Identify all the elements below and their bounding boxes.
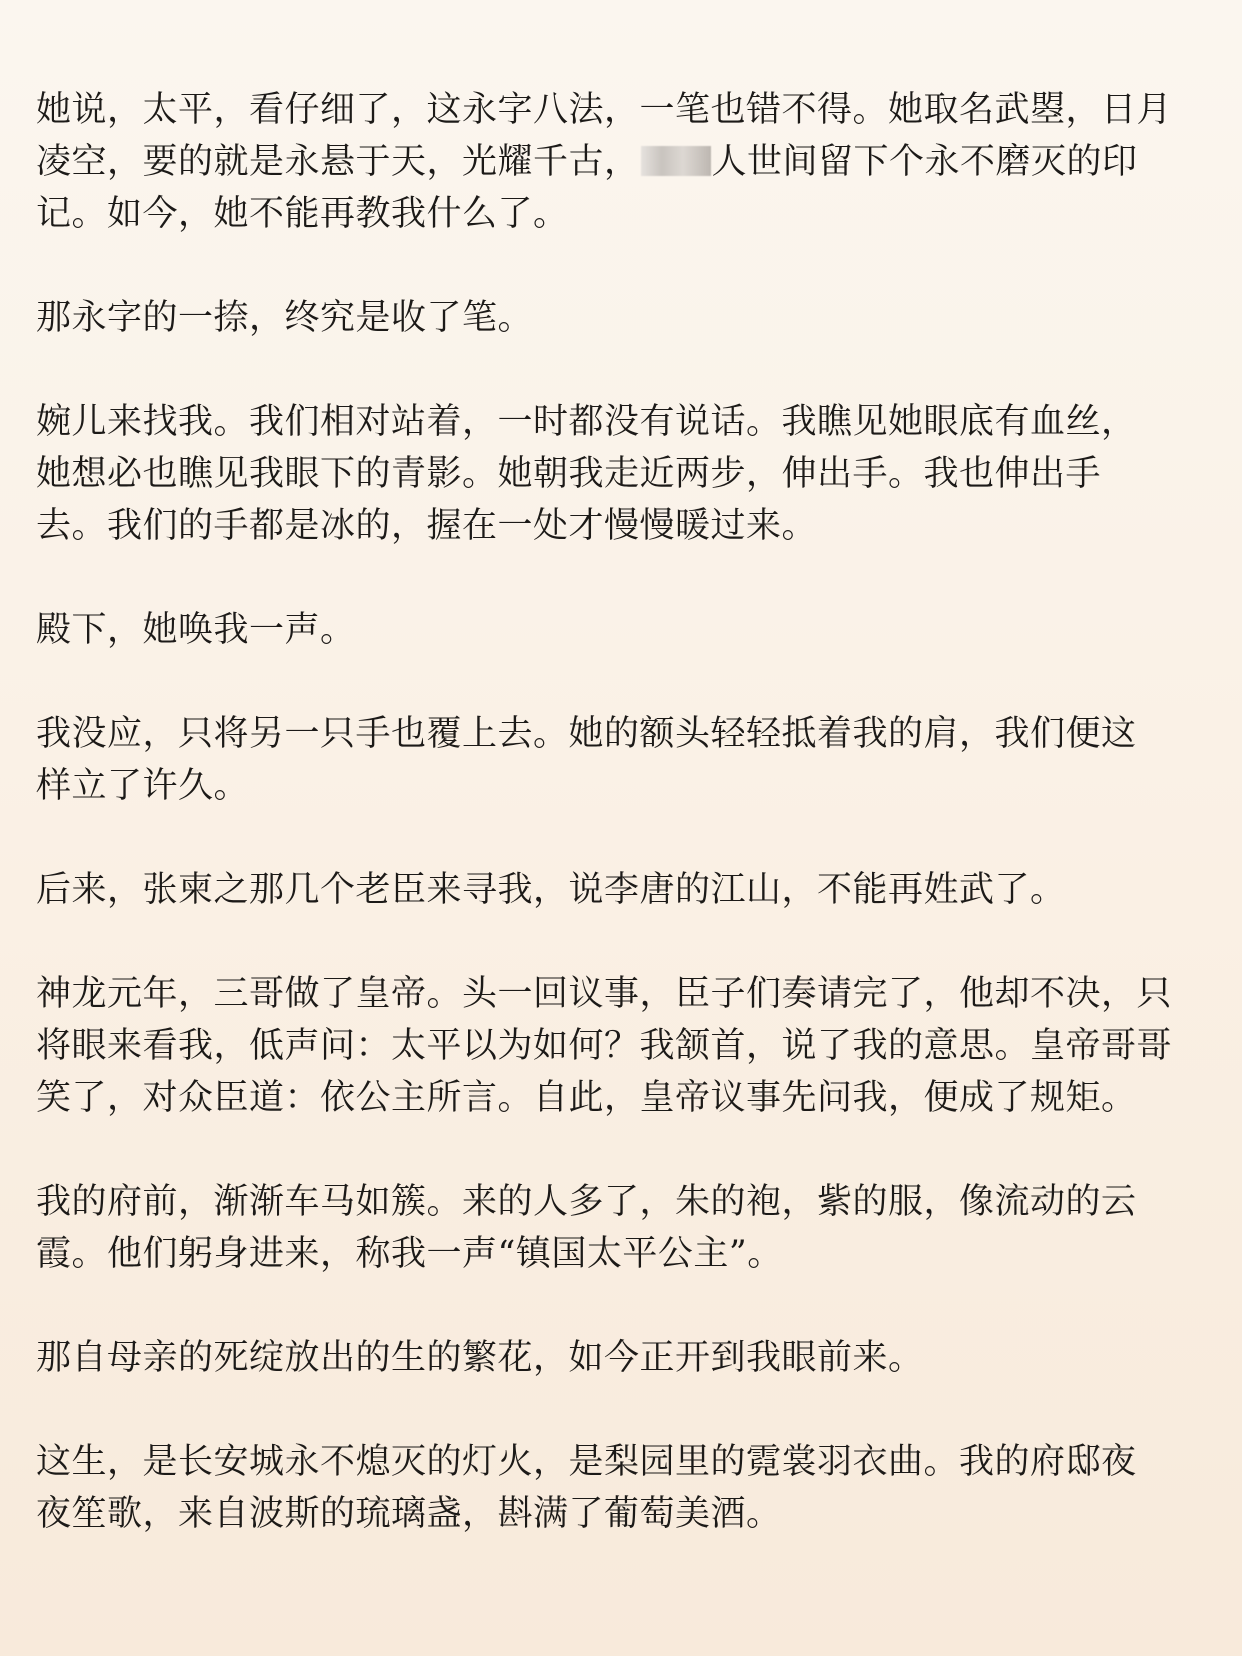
text-line [36,136,1206,188]
text-segment: 凌空，要的就是永悬于天，光耀千古， [36,142,640,182]
text-line: 神龙元年，三哥做了皇帝。头一回议事，臣子们奏请完了，他却不决，只 [36,974,1173,1014]
text-line: 殿下，她唤我一声。 [36,610,356,650]
text-line: 记。如今，她不能再教我什么了。 [36,194,569,234]
text-line: 去。我们的手都是冰的，握在一处才慢慢暖过来。 [36,506,818,546]
paragraph-5 [36,708,1206,812]
text-line: 我的府前，渐渐车马如簇。来的人多了，朱的袍，紫的服，像流动的云 [36,1182,1137,1222]
text-line: 婉儿来找我。我们相对站着，一时都没有说话。我瞧见她眼底有血丝， [36,402,1137,442]
paragraph-4 [36,604,1206,656]
text-line: 那自母亲的死绽放出的生的繁花，如今正开到我眼前来。 [36,1338,924,1378]
paragraph-6 [36,864,1206,916]
paragraph-9 [36,1332,1206,1384]
paragraph-2 [36,292,1206,344]
text-segment: 人世间留下个永不磨灭的印 [711,142,1138,182]
paragraph-3 [36,396,1206,552]
paragraph-8 [36,1176,1206,1280]
paragraph-7 [36,968,1206,1124]
text-line: 后来，张柬之那几个老臣来寻我，说李唐的江山，不能再姓武了。 [36,870,1066,910]
redaction-mark [641,146,711,176]
text-line: 我没应，只将另一只手也覆上去。她的额头轻轻抵着我的肩，我们便这 [36,714,1137,754]
paragraph-1 [36,84,1206,240]
text-line: 她说，太平，看仔细了，这永字八法，一笔也错不得。她取名武曌，日月 [36,90,1173,130]
text-line: 夜笙歌，来自波斯的琉璃盏，斟满了葡萄美酒。 [36,1494,782,1534]
text-line: 她想必也瞧见我眼下的青影。她朝我走近两步，伸出手。我也伸出手 [36,454,1102,494]
text-line: 霞。他们躬身进来，称我一声“镇国太平公主”。 [36,1234,783,1274]
text-line: 样立了许久。 [36,766,250,806]
paragraph-10 [36,1436,1206,1540]
text-line: 这生，是长安城永不熄灭的灯火，是梨园里的霓裳羽衣曲。我的府邸夜 [36,1442,1137,1482]
text-line: 笑了，对众臣道：依公主所言。自此，皇帝议事先问我，便成了规矩。 [36,1078,1137,1118]
text-line: 将眼来看我，低声问：太平以为如何？我颔首，说了我的意思。皇帝哥哥 [36,1026,1173,1066]
text-line: 那永字的一捺，终究是收了笔。 [36,298,534,338]
